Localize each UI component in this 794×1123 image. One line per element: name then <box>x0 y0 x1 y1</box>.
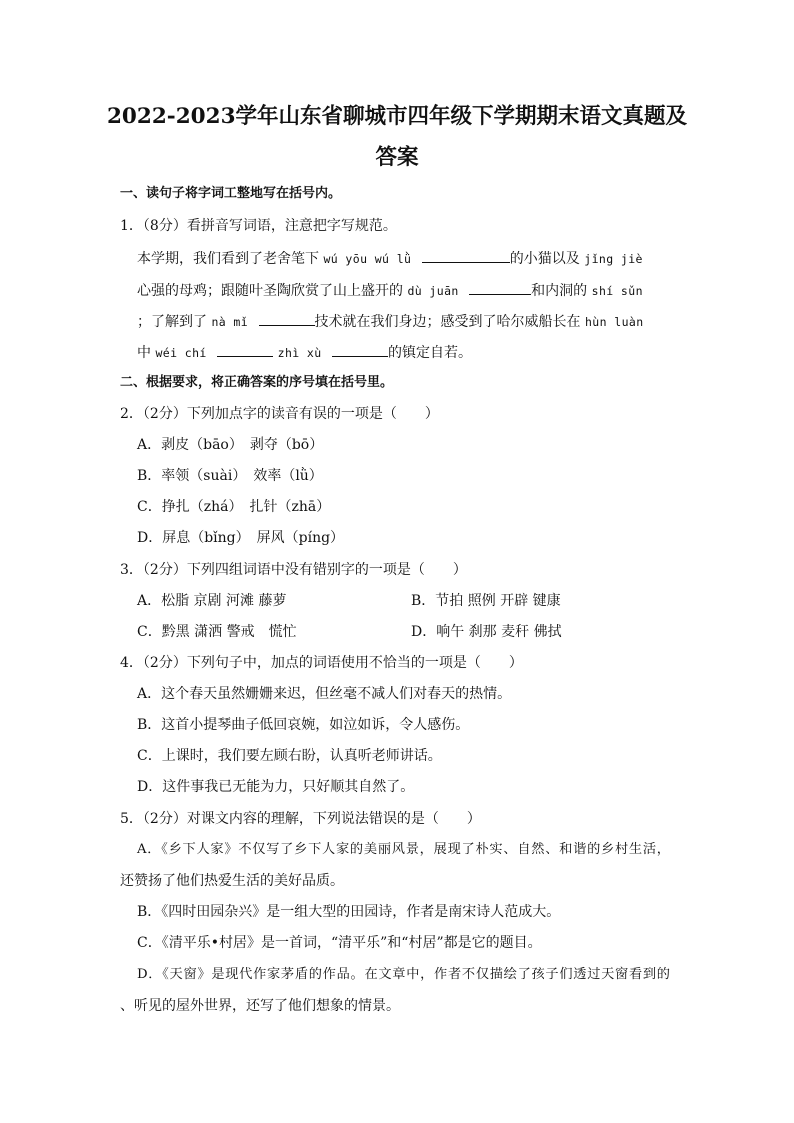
q1-line2 <box>137 280 643 301</box>
q1-text: 的小猫以及 <box>509 251 580 267</box>
q3-option-d: D．响午 刹那 麦秆 佛拭 <box>411 624 562 640</box>
q5-option-d-line2: 、听见的屋外世界，还写了他们想象的情景。 <box>120 998 400 1014</box>
pinyin-shisun: shí sǔn <box>591 284 643 298</box>
pinyin-hunluan: hùn luàn <box>584 315 644 329</box>
q2-option-b: B．率领（suài） 效率（lǜ） <box>137 468 323 484</box>
page-title-line1: 2022-2023学年山东省聊城市四年级下学期期末语文真题及 <box>106 104 688 129</box>
q1-text: 中 <box>137 345 151 361</box>
answer-blank[interactable] <box>217 342 273 357</box>
q1-text: 心强的母鸡；跟随叶圣陶欣赏了山上盛开的 <box>137 283 403 299</box>
q2-stem: 2．（2分）下列加点字的读音有误的一项是（ ） <box>120 406 439 422</box>
answer-blank[interactable] <box>259 311 315 326</box>
page-title-line2: 答案 <box>375 145 419 170</box>
answer-blank[interactable] <box>332 342 388 357</box>
q1-stem: 1．（8分）看拼音写词语，注意把字写规范。 <box>120 218 397 234</box>
q2-option-a: A．剥皮（bāo） 剥夺（bō） <box>137 437 324 453</box>
q3-option-a: A．松脂 京剧 河滩 藤萝 <box>137 593 287 609</box>
q5-option-c: C．《清平乐•村居》是一首词，“清平乐”和“村居”都是它的题目。 <box>137 935 542 951</box>
q1-text: ；了解到了 <box>137 314 207 330</box>
q5-stem: 5．（2分）对课文内容的理解，下列说法错误的是（ ） <box>120 811 481 827</box>
q1-line3 <box>137 311 644 332</box>
q4-option-b: B．这首小提琴曲子低回哀婉，如泣如诉，令人感伤。 <box>137 717 470 733</box>
pinyin-weichi: wéi chí <box>155 346 207 360</box>
q5-option-d-line1: D．《天窗》是现代作家茅盾的作品。在文章中，作者不仅描绘了孩子们透过天窗看到的 <box>137 967 670 982</box>
q3-option-b: B．节拍 照例 开辟 键康 <box>411 593 561 609</box>
pinyin-wuyouwulu: wú yōu wú lǜ <box>323 252 412 266</box>
answer-blank[interactable] <box>469 280 531 295</box>
q3-stem: 3．（2分）下列四组词语中没有错别字的一项是（ ） <box>120 562 467 578</box>
q5-option-a-line1: A．《乡下人家》不仅写了乡下人家的美丽风景，展现了朴实、自然、和谐的乡村生活， <box>137 842 670 857</box>
q4-stem: 4．（2分）下列句子中，加点的词语使用不恰当的一项是（ ） <box>120 655 523 671</box>
pinyin-dujuan: dù juān <box>407 284 459 298</box>
q3-option-c: C．黔黑 潇洒 警戒 慌忙 <box>137 624 297 640</box>
answer-blank[interactable] <box>422 248 510 263</box>
q1-line1 <box>137 248 643 269</box>
q1-text: 的镇定自若。 <box>388 345 473 361</box>
q4-option-c: C．上课时，我们要左顾右盼，认真听老师讲话。 <box>137 748 442 764</box>
pinyin-zhixu: zhì xù <box>277 346 322 360</box>
q2-option-c: C．挣扎（zhá） 扎针（zhā） <box>137 499 331 515</box>
q1-text: 本学期，我们看到了老舍笔下 <box>137 251 319 267</box>
pinyin-nami: nà mǐ <box>211 315 249 329</box>
q5-option-a-line2: 还赞扬了他们热爱生活的美好品质。 <box>120 873 344 889</box>
pinyin-jingjie: jǐng jiè <box>584 252 643 266</box>
section1-header: 一、读句子将字词工整地写在括号内。 <box>120 186 342 201</box>
q1-text: 技术就在我们身边；感受到了哈尔威船长在 <box>314 314 581 330</box>
q1-text: 和内洞的 <box>531 283 588 299</box>
section2-header: 二、根据要求，将正确答案的序号填在括号里。 <box>120 375 394 390</box>
q2-option-d: D．屏息（bǐng） 屏风（píng） <box>137 530 345 546</box>
q5-option-b: B．《四时田园杂兴》是一组大型的田园诗，作者是南宋诗人范成大。 <box>137 904 561 920</box>
q4-option-a: A．这个春天虽然姗姗来迟，但丝毫不减人们对春天的热情。 <box>137 686 512 702</box>
q1-line4 <box>137 342 472 363</box>
q4-option-d: D．这件事我已无能为力，只好顺其自然了。 <box>137 779 415 795</box>
